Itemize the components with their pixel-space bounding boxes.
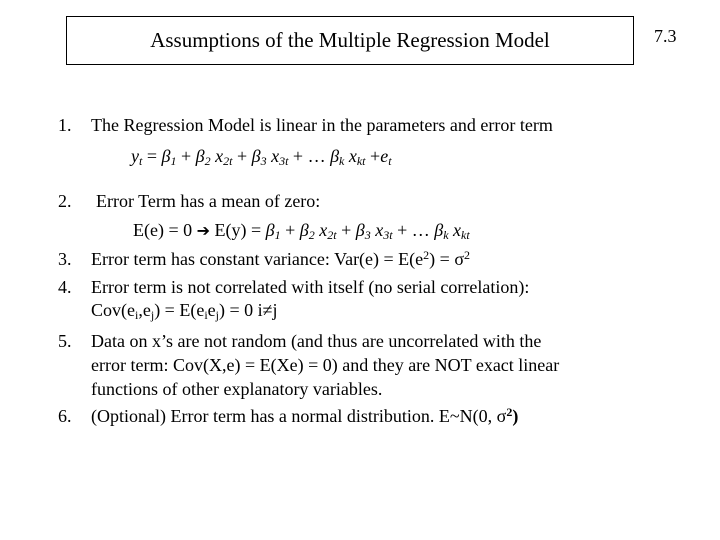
item-number: 3. <box>58 249 72 269</box>
item-text: The Regression Model is linear in the parameters and error term <box>91 115 553 135</box>
item-number: 6. <box>58 406 72 426</box>
item-text: Error term has constant variance: $Var(e) = E(e^2) = \sigma^2$ <box>91 248 471 269</box>
item-text: Error term is not correlated with itself (no serial correlation): <box>91 277 530 297</box>
arrow-right-icon: ➔ <box>196 223 211 240</box>
item-4-line-2: $Cov(e_i,e_j) = E(e_ie_j) = 0$ i≠j <box>91 300 278 322</box>
slide-title-box <box>66 16 634 65</box>
item-text: Error Term has a mean of zero: <box>96 191 321 211</box>
item-number: 1. <box>58 115 72 135</box>
slide-number: 7.3 <box>654 26 677 46</box>
item-text-line-2: error term: Cov(X,e) = E(Xe) = 0) and they are NOT exact linear <box>91 355 560 375</box>
item-text: (Optional) Error term has a normal distribution. E~N(0, $\sigma^2$) <box>91 405 519 426</box>
item-text-line-3: functions of other explanatory variables. <box>91 379 383 399</box>
slide-title: Assumptions of the Multiple Regression Model <box>150 28 550 52</box>
item-number: 4. <box>58 277 72 297</box>
equation-mean-zero: E(e) = 0 ➔ $E(y) = \beta_1 + \beta_2$ $x_{2t} + \beta_3$ $x_{3t}$ + … $\beta_k$ $x_{kt}$ <box>133 220 470 242</box>
item-number: 5. <box>58 331 72 351</box>
item-text-line-1: Data on x’s are not random (and thus are uncorrelated with the <box>91 331 542 351</box>
item-number: 2. <box>58 191 72 211</box>
equation-linear-model: $y_t = \beta_1 + \beta_2$ $x_{2t} + \beta_3$ $x_{3t}$ + … $\beta_k$ $x_{kt} +e_t$ <box>131 146 392 168</box>
